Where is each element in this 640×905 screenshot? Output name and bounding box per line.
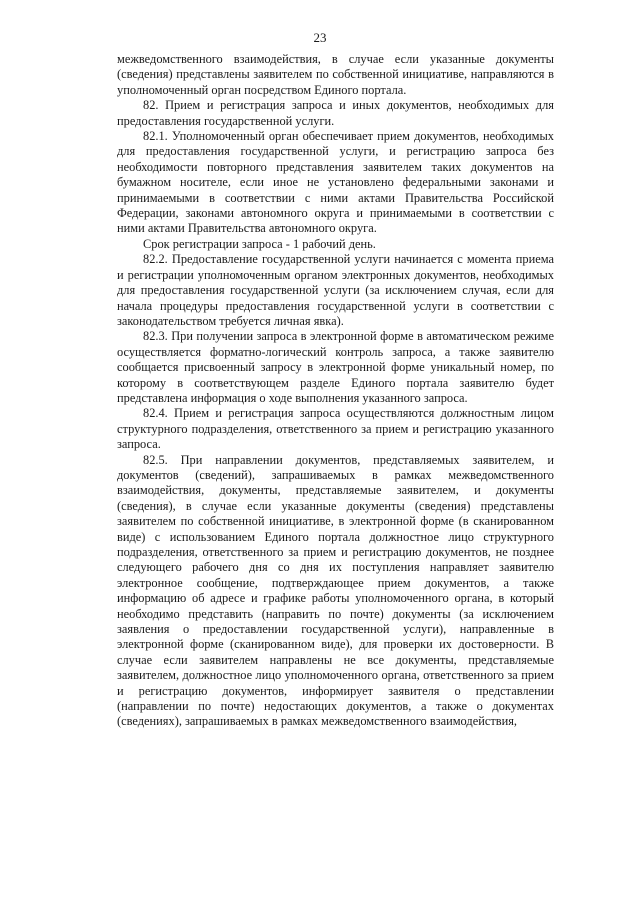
- paragraph-registration-term: Срок регистрации запроса - 1 рабочий день.: [143, 236, 376, 251]
- paragraph-82-5: 82.5. При направлении документов, представляемых заявителем, и документов (сведений), запрашиваемых в рамках межведомственного взаимодействия, документы, представляемые заявителем, и документы (сведения), в случае если указанные документы (сведения) представлены заявителем по собственной инициативе, в электронной форме (в сканированном виде) с использованием Единого портала должностное лицо структурного подразделения, ответственного за прием и регистрацию документов, не позднее следующего рабочего дня со дня их поступления направляет заявителю электронное сообщение, подтверждающее прием документов, а также информацию об адресе и графике работы уполномоченного органа, в который необходимо представить (направить по почте) документы (за исключением заявления о предоставлении государственной услуги), направленные в электронной форме (сканированном виде), для проверки их достоверности. В случае если заявителем направлены не все документы, представляемые заявителем, должностное лицо уполномоченного органа, ответственного за прием и регистрацию документов, информирует заявителя о представлении (направлении по почте) недостающих документов, а также о документах (сведениях), запрашиваемых в рамках межведомственного взаимодействия,: [117, 452, 554, 729]
- page-number: 23: [313, 30, 327, 45]
- paragraph-82-3: 82.3. При получении запроса в электронной форме в автоматическом режиме осуществляется форматно-логический контроль запроса, а также заявителю сообщается присвоенный запросу в электронной форме уникальный номер, по которому в соответствующем разделе Единого портала заявителю будет представлена информация о ходе выполнения указанного запроса.: [117, 329, 554, 405]
- paragraph-82-2: 82.2. Предоставление государственной услуги начинается с момента приема и регистрации уполномоченным органом электронных документов, необходимых для предоставления государственной услуги (за исключением случая, если для начала процедуры предоставления государственной услуги в соответствии с законодательством требуется личная явка).: [117, 252, 554, 328]
- paragraph-82-1: 82.1. Уполномоченный орган обеспечивает прием документов, необходимых для предоставления государственной услуги, и регистрацию запроса без необходимости повторного представления заявителем таких документов на бумажном носителе, если иное не установлено федеральными законами и принимаемыми в соответствии с ними актами Правительства Российской Федерации, законами автономного округа и принимаемыми в соответствии с ними актами Правительства автономного округа.: [117, 129, 554, 236]
- paragraph-82: 82. Прием и регистрация запроса и иных документов, необходимых для предоставления государственной услуги.: [117, 98, 554, 128]
- document-body: [117, 52, 554, 730]
- paragraph-82-4: 82.4. Прием и регистрация запроса осуществляются должностным лицом структурного подразделения, ответственного за прием и регистрацию указанного запроса.: [117, 406, 554, 452]
- paragraph-continuation: межведомственного взаимодействия, в случае если указанные документы (сведения) представлены заявителем по собственной инициативе, направляются в уполномоченный орган посредством Единого портала.: [117, 52, 554, 97]
